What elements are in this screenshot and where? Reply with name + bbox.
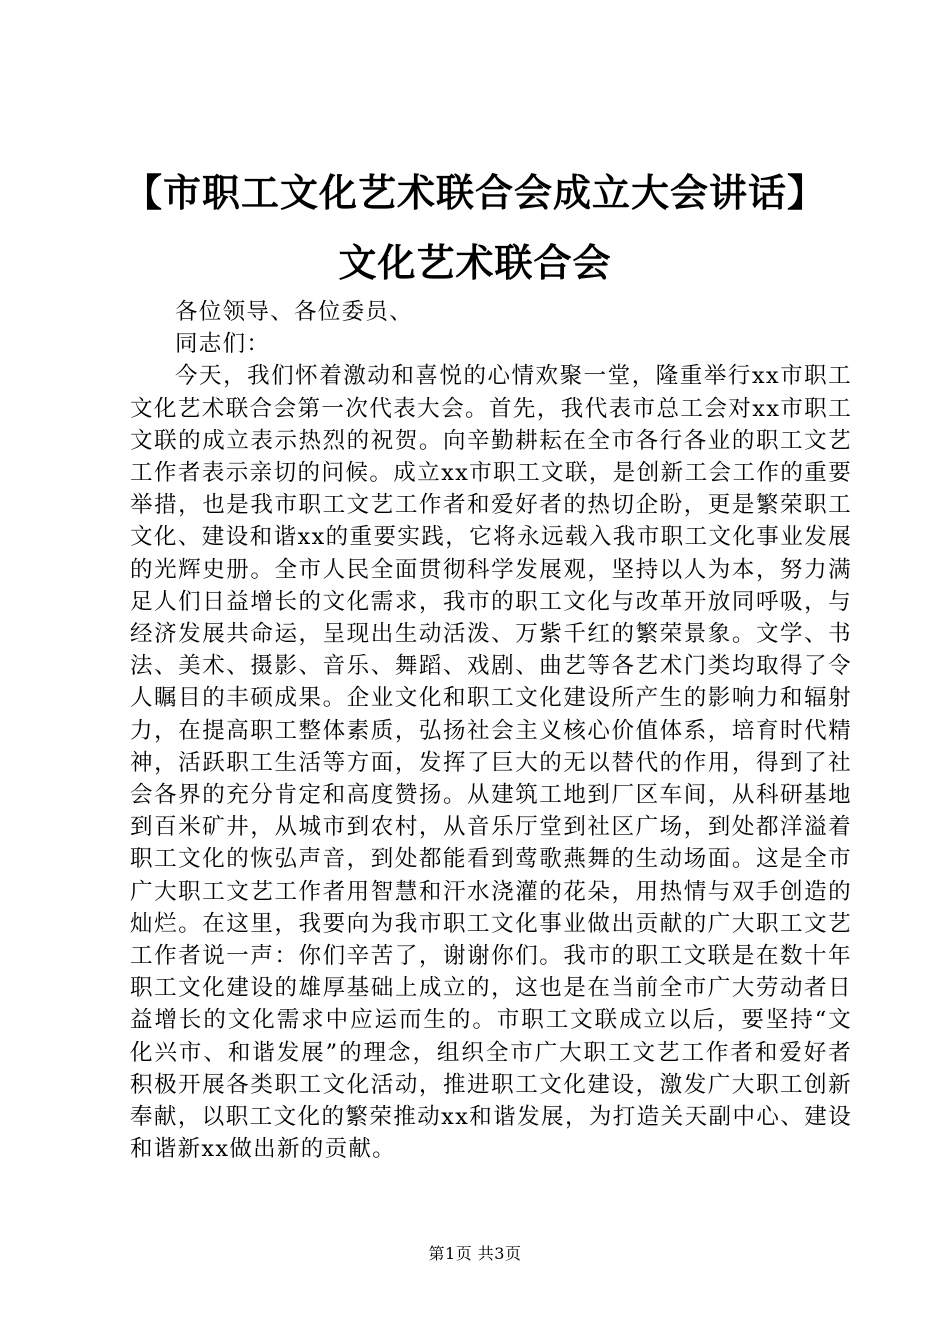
document-body bbox=[130, 296, 852, 1165]
body-paragraph: 今天，我们怀着激动和喜悦的心情欢聚一堂，隆重举行xx市职工文化艺术联合会第一次代表大会。首先，我代表市总工会对xx市职工文联的成立表示热烈的祝贺。向辛勤耕耘在全市各行各业的职工文艺工作者表示亲切的问候。成立xx市职工文联，是创新工会工作的重要举措，也是我市职工文艺工作者和爱好者的热切企盼，更是繁荣职工文化、建设和谐xx的重要实践，它将永远载入我市职工文化事业发展的光辉史册。全市人民全面贯彻科学发展观，坚持以人为本，努力满足人们日益增长的文化需求，我市的职工文化与改革开放同呼吸，与经济发展共命运，呈现出生动活泼、万紫千红的繁荣景象。文学、书法、美术、摄影、音乐、舞蹈、戏剧、曲艺等各艺术门类均取得了令人瞩目的丰硕成果。企业文化和职工文化建设所产生的影响力和辐射力，在提高职工整体素质，弘扬社会主义核心价值体系，培育时代精神，活跃职工生活等方面，发挥了巨大的无以替代的作用，得到了社会各界的充分肯定和高度赞扬。从建筑工地到厂区车间，从科研基地到百米矿井，从城市到农村，从音乐厅堂到社区广场，到处都洋溢着职工文化的恢弘声音，到处都能看到莺歌燕舞的生动场面。这是全市广大职工文艺工作者用智慧和汗水浇灌的花朵，用热情与双手创造的灿烂。在这里，我要向为我市职工文化事业做出贡献的广大职工文艺工作者说一声：你们辛苦了，谢谢你们。我市的职工文联是在数十年职工文化建设的雄厚基础上成立的，这也是在当前全市广大劳动者日益增长的文化需求中应运而生的。市职工文联成立以后，要坚持“文化兴市、和谐发展”的理念，组织全市广大职工文艺工作者和爱好者积极开展各类职工文化活动，推进职工文化建设，激发广大职工创新奉献，以职工文化的繁荣推动xx和谐发展，为打造关天副中心、建设和谐新xx做出新的贡献。 bbox=[130, 363, 852, 1163]
document-title: 【市职工文化艺术联合会成立大会讲话】文化艺术联合会 bbox=[123, 171, 826, 285]
salutation-line-2: 同志们： bbox=[175, 331, 271, 358]
page-number-footer: 第1页 共3页 bbox=[428, 1244, 522, 1263]
salutation-line-1: 各位领导、各位委员、 bbox=[175, 299, 414, 325]
